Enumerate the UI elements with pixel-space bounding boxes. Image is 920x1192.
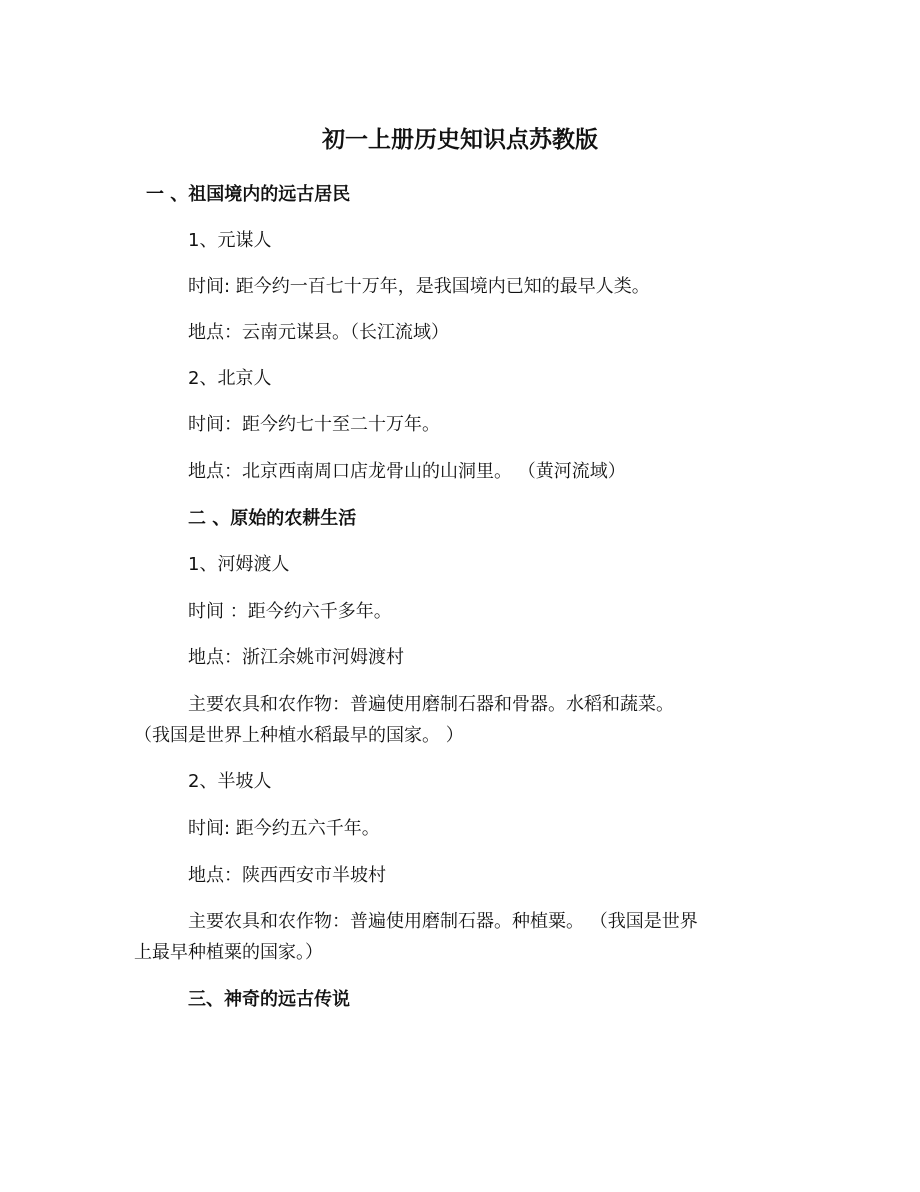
hemudu-time: 时间 ：距今约六千多年。 <box>188 601 392 622</box>
banpo-location: 地点：陕西西安市半坡村 <box>188 865 386 886</box>
banpo-note: 上最早种植粟的国家。） <box>134 942 323 963</box>
yuanmou-time: 时间: 距今约一百七十万年，是我国境内已知的最早人类。 <box>188 276 650 297</box>
beijing-time: 时间：距今约七十至二十万年。 <box>188 414 440 435</box>
subheading-beijing: 2、北京人 <box>188 368 272 389</box>
beijing-location: 地点：北京西南周口店龙骨山的山洞里。 （黄河流域） <box>188 461 626 482</box>
subheading-banpo: 2、半坡人 <box>188 771 272 792</box>
banpo-time: 时间: 距今约五六千年。 <box>188 818 380 839</box>
section-heading-2: 二 、原始的农耕生活 <box>188 508 357 529</box>
hemudu-location: 地点：浙江余姚市河姆渡村 <box>188 647 404 668</box>
banpo-tools-crops: 主要农具和农作物：普遍使用磨制石器。种植粟。 （我国是世界 <box>188 911 698 932</box>
section-heading-1: 一 、祖国境内的远古居民 <box>146 184 351 205</box>
section-heading-3: 三、神奇的远古传说 <box>188 989 350 1010</box>
hemudu-note: （我国是世界上种植水稻最早的国家。 ） <box>134 725 464 746</box>
hemudu-tools-crops: 主要农具和农作物：普遍使用磨制石器和骨器。水稻和蔬菜。 <box>188 694 674 715</box>
subheading-yuanmou: 1、元谋人 <box>188 230 272 251</box>
yuanmou-location: 地点：云南元谋县。（长江流域） <box>188 322 449 343</box>
document-title: 初一上册历史知识点苏教版 <box>322 127 598 153</box>
subheading-hemudu: 1、河姆渡人 <box>188 554 290 575</box>
